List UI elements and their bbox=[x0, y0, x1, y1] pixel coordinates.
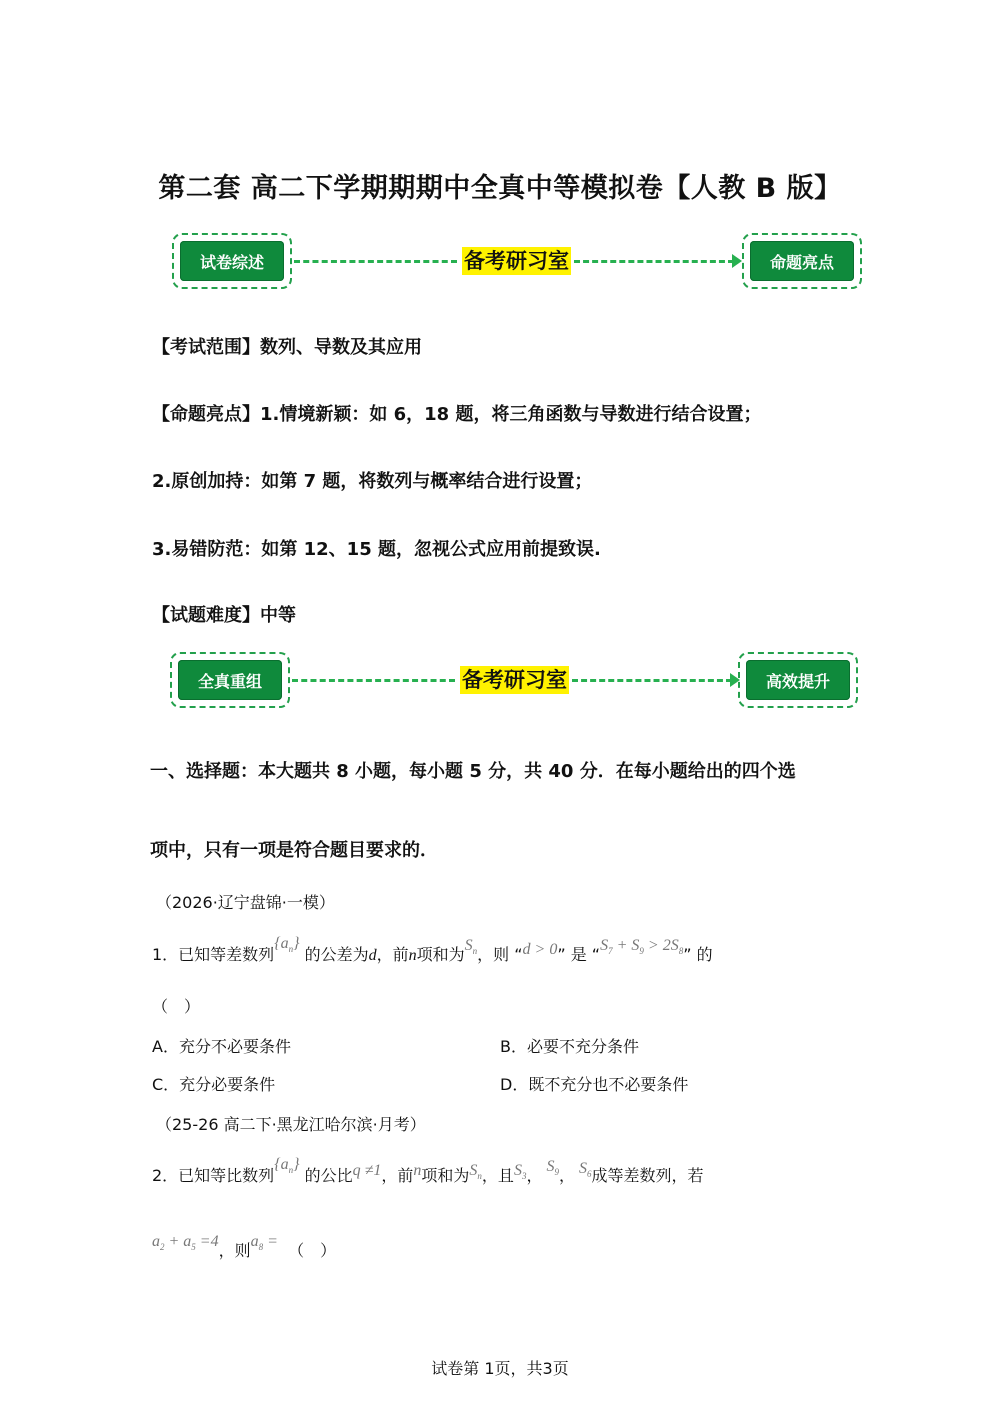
banner-right-box bbox=[742, 233, 862, 289]
q2-stem-text: 2．已知等比数列 bbox=[152, 1166, 275, 1185]
page-title: 第二套 高二下学期期期中全真中等模拟卷【人教 B 版】 bbox=[158, 173, 842, 204]
dashed-connector bbox=[292, 679, 455, 682]
math-q-ne-1: q ≠1 bbox=[352, 1162, 382, 1179]
math-a8-eq: $a_8$ = bbox=[250, 1233, 278, 1253]
q2-source: （25-26 高二下·黑龙江哈尔滨·月考） bbox=[156, 1115, 426, 1134]
q2-stem-text: ，前 bbox=[381, 1166, 414, 1185]
page-footer: 试卷第 1页，共3页 bbox=[431, 1359, 569, 1378]
q2-stem-text: 的公比 bbox=[304, 1166, 353, 1185]
q2-stem-text: ，则 bbox=[218, 1241, 251, 1260]
arrow-right-icon bbox=[732, 254, 742, 268]
highlight-line-1: 【命题亮点】1.情境新颖：如 6，18 题，将三角函数与导数进行结合设置； bbox=[152, 404, 762, 425]
banner-right-box bbox=[738, 652, 858, 708]
banner-left-box bbox=[170, 652, 290, 708]
dashed-connector bbox=[294, 260, 457, 263]
banner-left-box bbox=[172, 233, 292, 289]
q1-paren: （ ） bbox=[152, 997, 201, 1016]
q2-stem bbox=[152, 1156, 704, 1187]
math-a2-plus-a5-eq-4: $a_2 + a_5 =4$ bbox=[152, 1233, 219, 1253]
q1-stem-text: ” 的 bbox=[683, 945, 713, 964]
q1-stem-text: ” 是 “ bbox=[557, 945, 601, 964]
q2-stem-text: ， bbox=[526, 1166, 543, 1185]
math-S9: $S_9$ bbox=[546, 1158, 559, 1178]
highlight-line-2: 2.原创加持：如第 7 题，将数列与概率结合进行设置； bbox=[152, 471, 593, 492]
q1-stem-text: 的公差为 bbox=[304, 945, 369, 964]
math-S7-S9-2S8: $S_7 + S_9 > 2S_8$ bbox=[600, 937, 684, 957]
q1-option-d[interactable]: D．既不充分也不必要条件 bbox=[500, 1075, 689, 1094]
banner-right-label: 高效提升 bbox=[746, 660, 850, 700]
q1-stem-text: 1．已知等差数列 bbox=[152, 945, 275, 964]
q2-paren: （ ） bbox=[288, 1241, 337, 1260]
q1-stem-text: 项和为 bbox=[416, 945, 465, 964]
math-Sn: $S_n$ bbox=[464, 937, 478, 957]
q1-option-b[interactable]: B．必要不充分条件 bbox=[500, 1037, 639, 1056]
banner-center-label: 备考研习室 bbox=[462, 668, 567, 692]
q1-source: （2026·辽宁盘锦·一模） bbox=[156, 893, 335, 912]
banner-left-label: 全真重组 bbox=[178, 660, 282, 700]
banner-bottom bbox=[170, 652, 860, 710]
q1-option-c[interactable]: C．充分必要条件 bbox=[152, 1075, 276, 1094]
q1-stem bbox=[152, 935, 713, 966]
banner-left-label: 试卷综述 bbox=[180, 241, 284, 281]
math-d: d bbox=[368, 947, 377, 964]
q2-stem-text: ，且 bbox=[481, 1166, 514, 1185]
section-heading-line-2: 项中，只有一项是符合题目要求的． bbox=[150, 840, 438, 861]
banner-top bbox=[172, 233, 862, 291]
dashed-connector bbox=[572, 679, 732, 682]
math-S3: $S_3$ bbox=[513, 1162, 527, 1182]
math-n: n bbox=[408, 947, 417, 964]
banner-center-label: 备考研习室 bbox=[464, 249, 569, 273]
q1-option-a[interactable]: A．充分不必要条件 bbox=[152, 1037, 291, 1056]
exam-scope: 【考试范围】数列、导数及其应用 bbox=[152, 337, 422, 358]
difficulty: 【试题难度】中等 bbox=[152, 605, 296, 626]
math-n: n bbox=[413, 1162, 422, 1179]
math-sequence-an: $\{a_n\}$ bbox=[274, 935, 300, 955]
dashed-connector bbox=[574, 260, 734, 263]
math-Sn: $S_n$ bbox=[469, 1162, 482, 1182]
math-sequence-an: $\{a_n\}$ bbox=[274, 1156, 300, 1176]
math-d-gt-0: d > 0 bbox=[522, 941, 558, 958]
q2-stem-text: 项和为 bbox=[421, 1166, 470, 1185]
highlight-line-3: 3.易错防范：如第 12、15 题，忽视公式应用前提致误. bbox=[152, 539, 601, 560]
q2-stem-line-2 bbox=[152, 1233, 337, 1262]
q1-stem-text: ，则 “ bbox=[477, 945, 523, 964]
section-heading-line-1: 一、选择题：本大题共 8 小题，每小题 5 分，共 40 分．在每小题给出的四个选 bbox=[150, 761, 796, 782]
q2-stem-text: ， bbox=[558, 1166, 575, 1185]
banner-right-label: 命题亮点 bbox=[750, 241, 854, 281]
q2-stem-text: 成等差数列，若 bbox=[591, 1166, 704, 1185]
q1-stem-text: ，前 bbox=[376, 945, 409, 964]
math-S6: $S_6$ bbox=[578, 1160, 592, 1180]
